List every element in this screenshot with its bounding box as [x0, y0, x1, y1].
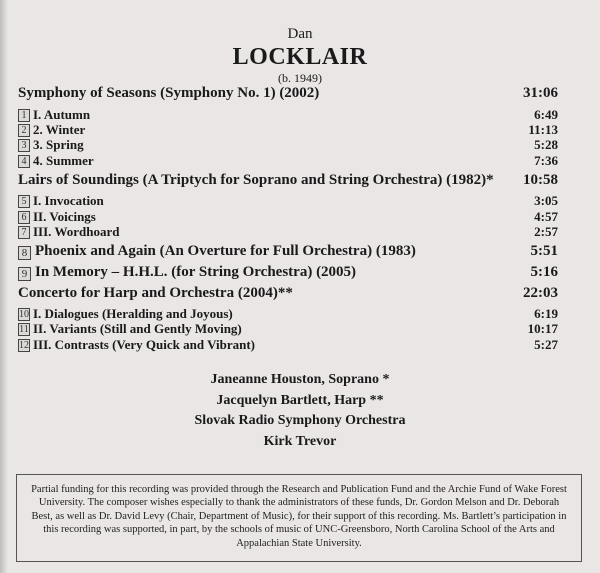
track-number: 2 [18, 124, 30, 137]
track-number: 7 [18, 226, 30, 239]
track-duration: 10:17 [527, 321, 558, 336]
track-duration: 7:36 [534, 153, 558, 168]
track-duration: 11:13 [528, 122, 558, 137]
work-title: Symphony of Seasons (Symphony No. 1) (2002) [18, 85, 320, 101]
track-duration: 4:57 [534, 209, 558, 224]
performer-orchestra: Slovak Radio Symphony Orchestra [194, 413, 406, 428]
track-title: 3. Spring [33, 137, 84, 152]
track-duration: 5:28 [534, 137, 558, 152]
track-number: 5 [18, 195, 30, 208]
track-title: II. Variants (Still and Gently Moving) [33, 321, 242, 336]
track-title: III. Contrasts (Very Quick and Vibrant) [33, 337, 255, 352]
track-number: 8 [18, 246, 31, 260]
composer-last-name: LOCKLAIR [232, 44, 368, 70]
work-title: Lairs of Soundings (A Triptych for Soprano and String Orchestra) (1982)* [18, 172, 494, 188]
track-duration: 5:51 [530, 243, 558, 259]
funding-credits-text: Partial funding for this recording was provided through the Research and Publication Fund and the Archie Fund of Wake Forest University. The composer wishes especially to thank the administrators of these funds, Dr. Gordon Melson and Dr. Deborah Best, as well as Dr. David Levy (Chair, Department of Music), for their support of this recording. Ms. Bartlett’s participation in this recording was supported, in part, by the schools of music of UNC-Greensboro, North Carolina School of the Arts and Appalachian State University. [31, 484, 567, 549]
track-title: Phoenix and Again (An Overture for Full Orchestra) (1983) [35, 243, 416, 259]
track-number: 12 [19, 340, 29, 351]
track-number: 1 [18, 109, 30, 122]
composer-birth-year: (b. 1949) [278, 71, 322, 85]
track-duration: 5:16 [530, 264, 558, 280]
work-title: Concerto for Harp and Orchestra (2004)** [18, 285, 293, 301]
track-title: III. Wordhoard [33, 224, 120, 239]
track-title: 2. Winter [33, 122, 86, 137]
track-title: I. Dialogues (Heralding and Joyous) [33, 306, 233, 321]
performer-soprano: Janeanne Houston, Soprano * [210, 372, 390, 387]
track-number: 3 [18, 139, 30, 152]
performer-conductor: Kirk Trevor [263, 434, 337, 449]
track-number: 6 [18, 211, 30, 224]
track-number: 4 [18, 155, 30, 168]
track-title: I. Invocation [33, 193, 104, 208]
funding-credits-box [16, 474, 582, 562]
track-title: 4. Summer [33, 153, 94, 168]
track-number: 11 [19, 324, 29, 335]
composer-first-name: Dan [287, 26, 313, 42]
track-number: 9 [18, 267, 31, 281]
work-duration: 31:06 [523, 85, 558, 101]
track-title: In Memory – H.H.L. (for String Orchestra) (2005) [35, 264, 357, 280]
track-title: II. Voicings [33, 209, 96, 224]
track-number: 10 [19, 309, 29, 320]
performer-harp: Jacquelyn Bartlett, Harp ** [216, 393, 384, 408]
track-duration: 5:27 [534, 337, 558, 352]
track-duration: 6:19 [534, 306, 558, 321]
track-duration: 2:57 [534, 224, 558, 239]
work-duration: 22:03 [523, 285, 558, 301]
track-duration: 6:49 [534, 107, 558, 122]
work-duration: 10:58 [523, 172, 558, 188]
track-duration: 3:05 [534, 193, 558, 208]
track-title: I. Autumn [33, 107, 91, 122]
